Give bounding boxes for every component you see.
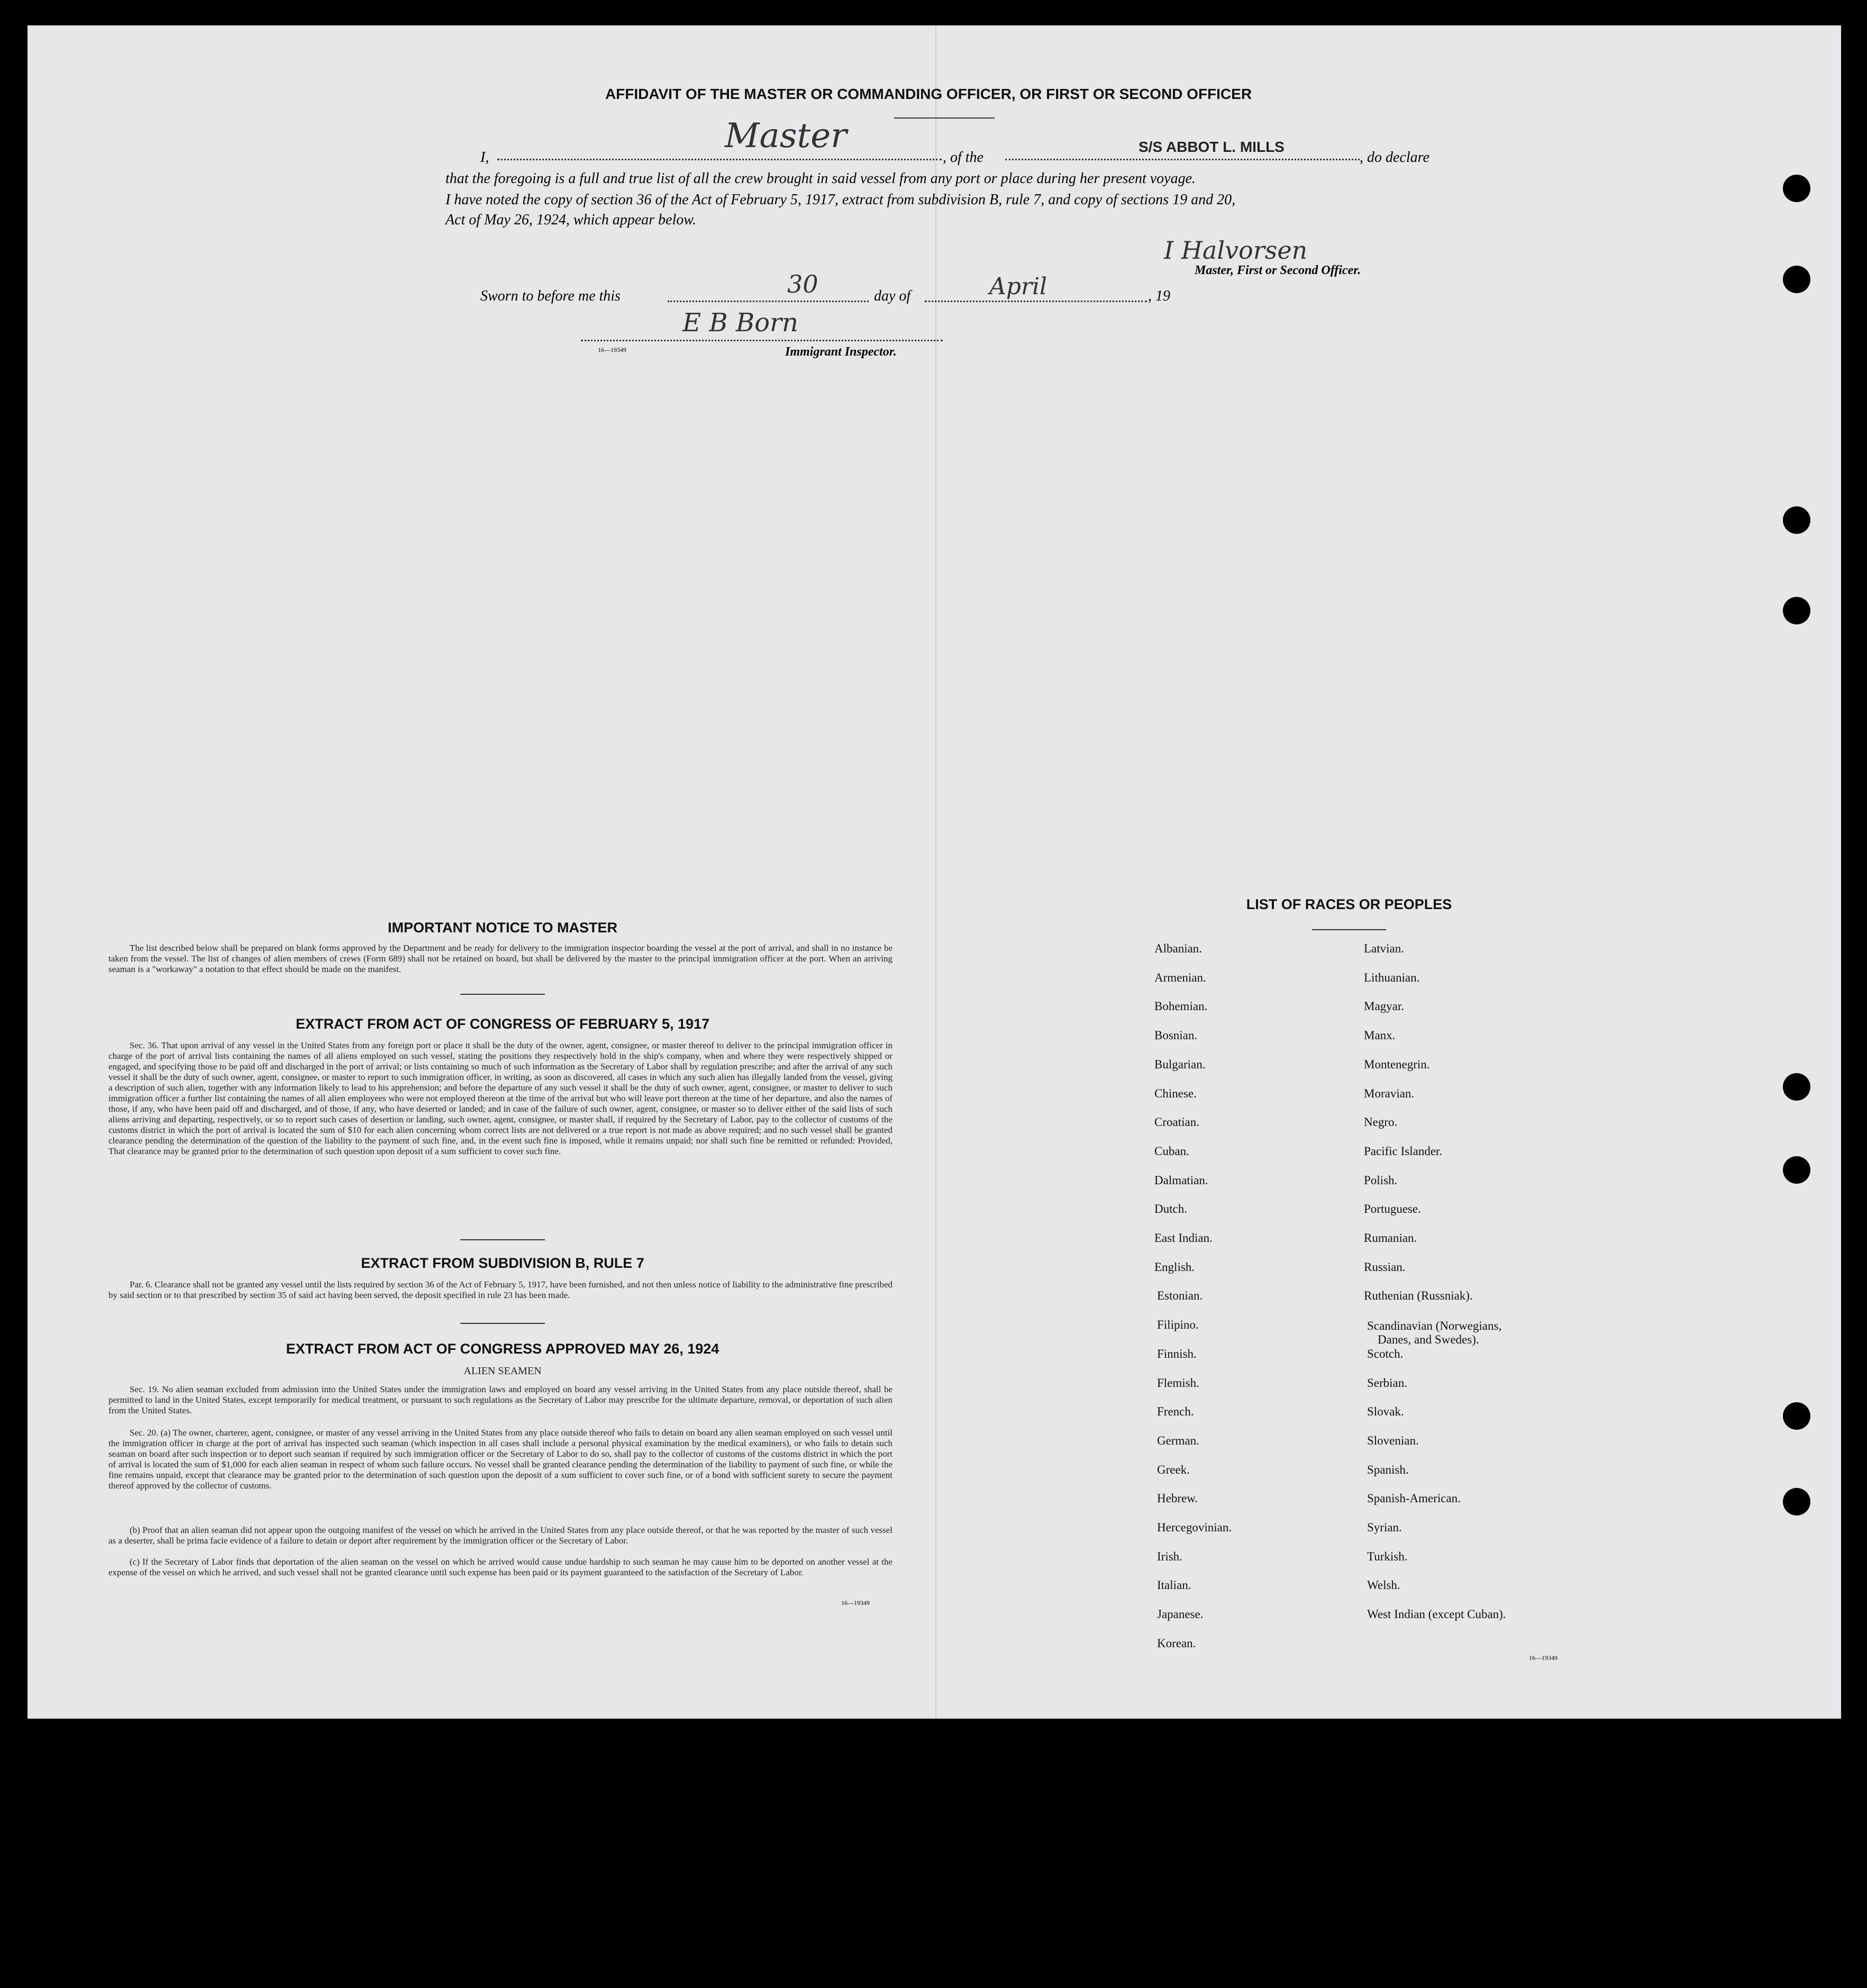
punch-hole: [1783, 1402, 1810, 1430]
do-declare-label: , do declare: [1360, 149, 1429, 166]
day-of-label: day of: [874, 288, 911, 304]
inspector-label: Immigrant Inspector.: [785, 345, 897, 359]
affidavit-title: AFFIDAVIT OF THE MASTER OR COMMANDING OFFICER, OR FIRST OR SECOND OFFICER: [605, 86, 1252, 102]
race-item: Rumanian.: [1364, 1231, 1417, 1245]
extract-form-number: 16—19349: [841, 1599, 870, 1606]
race-item: French.: [1157, 1405, 1194, 1418]
race-item: Syrian.: [1367, 1521, 1402, 1534]
sworn-label: Sworn to before me this: [480, 288, 621, 304]
section-19-text: Sec. 19. No alien seaman excluded from admission into the United States under the immigration laws and employed on board any vessel arriving in the United States from any place outside thereof, shall be permitted to land in the United States, except temporarily for medical treatment, or pursuant to such regulations as the Secretary of Labor may prescribe for the ultimate departure, removal, or deportation of such alien from the United States.: [108, 1384, 892, 1415]
alien-seamen-subtitle: ALIEN SEAMEN: [463, 1365, 542, 1377]
race-item: Irish.: [1157, 1550, 1182, 1563]
page-fold: [935, 25, 936, 1719]
day-handwriting: 30: [787, 270, 818, 298]
race-item: Spanish-American.: [1367, 1492, 1461, 1505]
affidavit-line-4: Act of May 26, 1924, which appear below.: [445, 212, 696, 228]
extract-1917-text: Sec. 36. That upon arrival of any vessel in the United States from any foreign port or place it shall be the duty of the owner, agent, consignee, or master thereof to deliver to the principal immigration officer in charge of the port of arrival lists containing the names of all aliens employed on such vessel, stating the positions they respectively hold in the ship's company, when and where they were respectively shipped or engaged, and specifying those to be paid off and discharged in the port of arrival; or lists containing so much of such information as the Secretary of Labor shall by regulation prescribe; and after the arrival of any such vessel it shall be the duty of such owner, agent, consignee, or master to report to such immigration officer, in writing, as soon as discovered, all cases in which any such alien has illegally landed from the vessel, giving a description of such alien, together with any information likely to lead to his apprehension; and before the departure of any such vessel it shall be the duty of such owner, agent, consignee, or master to deliver to such immigration officer a further list containing the names of all alien employees who were not employed thereon at the time of the arrival but who will leave port thereon at the time of her departure, and also the names of those, if any, who have been paid off and discharged, and of those, if any, who have deserted or landed; and in case of the failure of such owner, agent, consignee, or master so to deliver either of the said lists of such aliens arriving and departing, respectively, or so to report such cases of desertion or landing, such owner, agent, consignee, or master shall, if required by the Secretary of Labor, pay to the collector of customs of the customs district in which the port of arrival is located the sum of $10 for each alien concerning whom correct lists are not delivered or a true report is not made as above required; and no such vessel shall be granted clearance pending the determination of the question of the liability to the payment of such fine, and, in the event such fine is imposed, while it remains unpaid; nor shall such fine be remitted or refunded: Provided, That clearance may be granted prior to the determination of such question upon deposit of a sum sufficient to cover such fine.: [108, 1040, 892, 1156]
race-item: Pacific Islander.: [1364, 1145, 1443, 1158]
race-item: Japanese.: [1157, 1608, 1204, 1621]
name-line: [497, 159, 942, 160]
inspector-signature: E B Born: [682, 308, 798, 338]
race-item: Bulgarian.: [1154, 1058, 1206, 1071]
punch-hole: [1783, 506, 1810, 534]
race-item: Negro.: [1364, 1115, 1398, 1129]
race-item: Welsh.: [1367, 1578, 1400, 1592]
race-item: Montenegrin.: [1364, 1058, 1430, 1071]
section-20a-text: Sec. 20. (a) The owner, charterer, agent, consignee, or master of any vessel arriving in the United States from any place outside thereof who fails to detain on board any alien seaman employed on such vessel until the immigration officer in charge at the port of arrival has inspected such seaman (which inspection in all cases shall include a personal physical examination by the medical examiners), or who fails to detain such seaman on board after such inspection or to deport such seaman if required by such immigration officer or the Secretary of Labor to do so, shall pay to the collector of customs of the customs district in which the port of arrival is located the sum of $1,000 for each alien seaman in respect of whom such failure occurs. No vessel shall be granted clearance pending the determination of the liability to payment of such fine, or while the fine remains unpaid, except that clearance may be granted prior to the determination of such question upon the deposit of a sum sufficient to cover such fine, or of a bond with sufficient surety to secure the payment thereof approved by the collector of customs.: [108, 1428, 892, 1491]
punch-hole: [1783, 266, 1810, 293]
race-item: Serbian.: [1367, 1376, 1408, 1390]
race-item: Croatian.: [1154, 1115, 1199, 1129]
race-item: Albanian.: [1154, 942, 1203, 955]
rule-7-divider: [460, 1323, 545, 1324]
race-item: Filipino.: [1157, 1318, 1199, 1331]
title-underline: [894, 117, 995, 119]
race-item: Finnish.: [1157, 1347, 1197, 1360]
race-item: Armenian.: [1154, 971, 1206, 984]
vessel-line: [1005, 159, 1360, 160]
race-item: Slovak.: [1367, 1405, 1404, 1418]
race-item: Polish.: [1364, 1174, 1398, 1187]
races-title: LIST OF RACES OR PEOPLES: [1246, 896, 1452, 912]
notice-title: IMPORTANT NOTICE TO MASTER: [388, 920, 617, 936]
race-item: Cuban.: [1154, 1145, 1189, 1158]
extract-1924-title: EXTRACT FROM ACT OF CONGRESS APPROVED MAY 26, 1924: [286, 1341, 720, 1357]
name-handwriting: Master: [725, 116, 847, 156]
race-item: Spanish.: [1367, 1463, 1409, 1476]
section-20c-text: (c) If the Secretary of Labor finds that deportation of the alien seaman on the vessel on which he arrived would cause undue hardship to such seaman he may cause him to be deported on another vessel at the expense of the vessel on which he arrived, and such vessel shall not be granted clearance until such expense has been paid or its payment guaranteed to the satisfaction of the Secretary of Labor.: [108, 1557, 892, 1577]
race-item: English.: [1154, 1260, 1195, 1274]
month-line: [925, 301, 1147, 302]
race-item: Moravian.: [1364, 1087, 1415, 1100]
punch-hole: [1783, 597, 1810, 624]
race-item: Ruthenian (Russniak).: [1364, 1289, 1473, 1302]
races-title-underline: [1312, 929, 1386, 930]
race-item: Italian.: [1157, 1578, 1191, 1592]
races-form-number: 16—19349: [1529, 1654, 1558, 1662]
section-20b-text: (b) Proof that an alien seaman did not appear upon the outgoing manifest of the vessel on which he arrived in the United States from any place outside thereof, or that he was reported by the master of such vessel as a deserter, shall be prima facie evidence of a failure to detain or deport after requirement by the immigration officer or the Secretary of Labor.: [108, 1525, 892, 1546]
race-item: Scotch.: [1367, 1347, 1404, 1360]
race-item: Danes, and Swedes).: [1378, 1333, 1479, 1346]
race-item: East Indian.: [1154, 1231, 1213, 1245]
master-signature: I Halvorsen: [1164, 236, 1308, 265]
affidavit-line-2: that the foregoing is a full and true list of all the crew brought in said vessel from any port or place during her present voyage.: [445, 170, 1196, 187]
notice-divider: [460, 994, 545, 995]
race-item: Slovenian.: [1367, 1434, 1419, 1447]
race-item: Bohemian.: [1154, 1000, 1208, 1013]
race-item: Korean.: [1157, 1637, 1196, 1650]
inspector-line: [581, 340, 943, 341]
race-item: Magyar.: [1364, 1000, 1405, 1013]
race-item: Bosnian.: [1154, 1029, 1198, 1042]
year-label: , 19: [1148, 288, 1170, 304]
of-the-label: , of the: [943, 149, 983, 166]
race-item: Flemish.: [1157, 1376, 1199, 1390]
race-item: Estonian.: [1157, 1289, 1203, 1302]
race-item: Manx.: [1364, 1029, 1396, 1042]
day-line: [668, 301, 869, 302]
race-item: Hebrew.: [1157, 1492, 1198, 1505]
affidavit-line-3: I have noted the copy of section 36 of the Act of February 5, 1917, extract from subdivision B, rule 7, and copy of sections 19 and 20,: [445, 192, 1236, 208]
race-item: Hercegovinian.: [1157, 1521, 1232, 1534]
extract-1917-title: EXTRACT FROM ACT OF CONGRESS OF FEBRUARY 5, 1917: [295, 1016, 710, 1032]
race-item: Portuguese.: [1364, 1202, 1421, 1215]
race-item: Turkish.: [1367, 1550, 1408, 1563]
month-handwriting: April: [989, 273, 1048, 300]
affidavit-i: I,: [480, 149, 489, 166]
rule-7-text: Par. 6. Clearance shall not be granted any vessel until the lists required by section 36 of the Act of February 5, 1917, have been furnished, and not then unless notice of liability to the administrative fine prescribed by said section or to that prescribed by section 35 of said act having been served, the deposit specified in rule 23 has been made.: [108, 1279, 892, 1300]
punch-hole: [1783, 175, 1810, 202]
vessel-name: S/S ABBOT L. MILLS: [1139, 139, 1285, 155]
extract-1917-divider: [460, 1239, 545, 1240]
race-item: West Indian (except Cuban).: [1367, 1608, 1506, 1621]
punch-hole: [1783, 1156, 1810, 1184]
race-item: Scandinavian (Norwegians,: [1367, 1319, 1502, 1332]
race-item: Latvian.: [1364, 942, 1404, 955]
race-item: German.: [1157, 1434, 1199, 1447]
race-item: Russian.: [1364, 1260, 1406, 1274]
affidavit-form-number: 16—19349: [598, 346, 626, 353]
race-item: Dutch.: [1154, 1202, 1187, 1215]
rule-7-title: EXTRACT FROM SUBDIVISION B, RULE 7: [361, 1255, 644, 1271]
signature-label: Master, First or Second Officer.: [1195, 264, 1361, 277]
punch-hole: [1783, 1488, 1810, 1515]
race-item: Dalmatian.: [1154, 1174, 1208, 1187]
race-item: Greek.: [1157, 1463, 1190, 1476]
race-item: Chinese.: [1154, 1087, 1197, 1100]
notice-text: The list described below shall be prepared on blank forms approved by the Department and be ready for delivery to the immigration inspector boarding the vessel at the port of arrival, and shall in no instance be taken from the vessel. The list of changes of alien members of crews (Form 689) shall not be retained on board, but shall be delivered by the master to the principal immigration officer at the port. When an arriving seaman is a "workaway" a notation to that effect should be made on the manifest.: [108, 943, 892, 974]
race-item: Lithuanian.: [1364, 971, 1420, 984]
punch-hole: [1783, 1073, 1810, 1101]
